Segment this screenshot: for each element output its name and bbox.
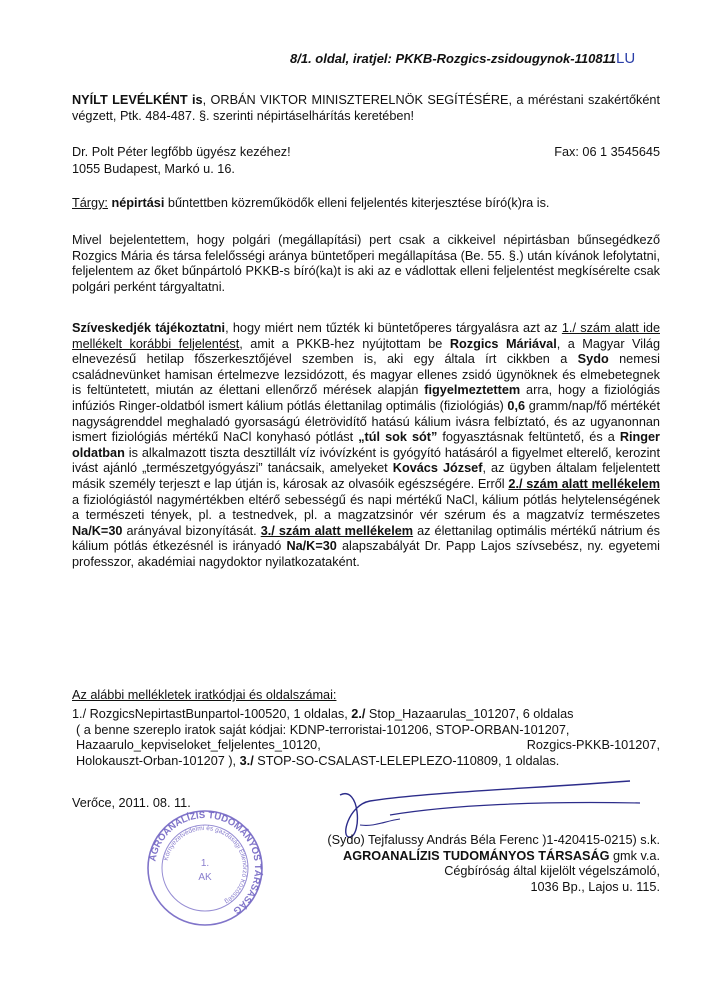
p2-s20: a fiziológiástól nagymértékben eltérő sebességű és napi mértékű NaCl, kálium pótlás helytelenségének a természeti tények, pl. a testnedvek, pl. a magzatzsinór vér szérum és a magzatvíz természetes bbox=[72, 492, 660, 523]
p2-s15: Ringer oldatban bbox=[72, 430, 660, 460]
signer-name: (Sydo) Tejfalussy András Béla Ferenc )1-420415-0215) s.k. bbox=[327, 833, 660, 847]
place-date: Verőce, 2011. 08. 11. bbox=[72, 796, 191, 810]
addressee-line-1 bbox=[72, 145, 660, 161]
addressee-address: 1055 Budapest, Markó u. 16. bbox=[72, 162, 235, 176]
paragraph-1: Mivel bejelentettem, hogy polgári (megállapítási) pert csak a cikkeivel népirtásban bűnsegédkező Rozgics Mária és társa felelősségi aránya büntetőperi megállapítása (Be. 55. §.) után kívánok lefolytatni, feljelentem az őket bűnpártoló PKKB-s bíró(ka)t is aki az e vádlottak elleni feljelentést megkísérelte csak polgári perként tárgyaltatni. bbox=[72, 233, 660, 294]
company-suffix: gmk v.a. bbox=[609, 848, 660, 863]
reference-suffix: LU bbox=[616, 50, 636, 67]
p2-s12: gramm/nap/fő mértékét nagyságrenddel meghaladó gyorsaságú életrövidítő hatású kálium ivásra felbíztató, és az ugyanonnan ismert fiziológiás mértékű NaCl konyhasó pótlást bbox=[72, 398, 660, 445]
attachment-3: STOP-SO-CSALAST-LELEPLEZO-110809, 1 oldalas. bbox=[253, 753, 560, 768]
attachment-line-3 bbox=[72, 738, 660, 754]
attachment-sub-codes: ( a benne szereplo iratok saját kódjai: KDNP-terroristai-101206, STOP-ORBAN-101207, bbox=[76, 722, 570, 737]
p2-s22: arányával bizonyítását. bbox=[122, 523, 261, 538]
p2-s23: 3./ szám alatt mellékelem bbox=[260, 523, 414, 538]
p2-s17: Kovács József bbox=[392, 461, 483, 476]
attachment-2: Stop_Hazaarulas_101207, 6 oldalas bbox=[365, 707, 574, 721]
addressee-line-2 bbox=[72, 162, 660, 178]
p2-s25: Na/K=30 bbox=[286, 539, 337, 554]
svg-text:AGROANALÍZIS TUDOMÁNYOS TÁRSAS: AGROANALÍZIS TUDOMÁNYOS TÁRSASÁG bbox=[147, 809, 264, 917]
p2-s19: 2./ szám alatt mellékelem bbox=[508, 476, 660, 491]
attachment-2-num: 2./ bbox=[351, 707, 366, 721]
p2-s2: , hogy miért nem tűzték ki büntetőperes tárgyalásra azt az bbox=[225, 321, 562, 335]
svg-text:AK: AK bbox=[198, 872, 212, 883]
company-stamp bbox=[145, 808, 265, 928]
p2-s13: „túl sok sót” bbox=[358, 430, 438, 445]
open-letter-intro bbox=[72, 93, 660, 124]
p2-s16: is alkalmazott tiszta desztillált víz ivóvízként is gyógyító hatásáról a figyelmet elterelő, kerozint ivást ajánló „természetgyógyászi” tanácsaik, amelyeket bbox=[72, 445, 660, 476]
paragraph-2 bbox=[72, 321, 660, 571]
signer-address: 1036 Bp., Lajos u. 115. bbox=[530, 879, 660, 894]
attachment-3-num: 3./ bbox=[239, 753, 254, 768]
attachment-1: 1./ RozgicsNepirtastBunpartol-100520, 1 oldalas, bbox=[72, 707, 352, 721]
p2-s3: 1./ szám alatt ide mellékelt korábbi feljelentést bbox=[72, 321, 660, 351]
subject-rest: bűntettben közreműködők elleni feljelentés kiterjesztése bíró(k)ra is. bbox=[164, 196, 550, 210]
attachments-heading bbox=[72, 688, 660, 704]
open-letter-text: , ORBÁN VIKTOR MINISZTERELNÖK SEGÍTÉSÉRE, a méréstani szakértőként végzett, Ptk. 484-487. §. szerinti népirtáselhárítás keretében! bbox=[72, 93, 660, 123]
p2-s1: Szíveskedjék tájékoztatni bbox=[72, 321, 226, 335]
p2-s18: , az ügyben általam feljelentett másik személy terjeszt e lap útján is, károsak az olvasóik egészségére. Erről bbox=[72, 461, 660, 491]
p2-s10: arra, hogy a fiziológiás infúziós Ringer-oldatból ismert kálium pótlás élettanilag optimális (fiziológiás) bbox=[72, 383, 661, 413]
attachment-line-1 bbox=[72, 707, 660, 723]
svg-text:1.: 1. bbox=[200, 858, 210, 869]
attachment-code-last: Holokauszt-Orban-101207 ), bbox=[76, 753, 240, 768]
signer-role: Cégbíróság által kijelölt végelszámoló, bbox=[444, 864, 660, 879]
subject-line bbox=[72, 196, 660, 212]
reference-text: 8/1. oldal, iratjel: PKKB-Rozgics-zsidougynok-110811 bbox=[290, 51, 617, 66]
attachment-line-4 bbox=[72, 754, 660, 770]
attachments-heading-text: Az alábbi mellékletek iratkódjai és oldalszámai: bbox=[72, 688, 337, 702]
signature-block bbox=[270, 833, 660, 895]
attachment-code-left: Hazaarulo_kepviseloket_feljelentes_10120, bbox=[76, 738, 321, 753]
p2-s5: Rozgics Máriával bbox=[449, 336, 557, 351]
fax-number: Fax: 06 1 3545645 bbox=[554, 145, 660, 159]
subject-label: Tárgy: bbox=[72, 196, 108, 210]
p2-s6: , a Magyar Világ elnevezésű hetilap főszerkesztőjével szemben is, aki egy általa írt cikkben a bbox=[72, 336, 661, 367]
p2-s7: Sydo bbox=[577, 352, 609, 367]
signer-company bbox=[270, 849, 660, 865]
subject-bold: népirtási bbox=[111, 196, 165, 210]
open-letter-lead: NYÍLT LEVÉLKÉNT is bbox=[72, 93, 203, 107]
p2-s21: Na/K=30 bbox=[72, 523, 123, 538]
addressee-name: Dr. Polt Péter legfőbb ügyész kezéhez! bbox=[72, 145, 291, 159]
svg-text:Környezetvédelmi és gazdasági: Környezetvédelmi és gazdasági Ellenőrző Közösség bbox=[162, 824, 249, 905]
p2-s9: figyelmeztettem bbox=[424, 383, 521, 398]
p2-s11: 0,6 bbox=[507, 398, 526, 413]
p2-s14: fogyasztásnak feltüntető, és a bbox=[437, 430, 620, 445]
attachments-list bbox=[72, 707, 660, 769]
attachment-code-right: Rozgics-PKKB-101207, bbox=[526, 738, 660, 753]
p2-s26: alapszabályát Dr. Papp Lajos szívsebész, ny. egyetemi professzor, akadémiai nagydoktor nyilatkozataként. bbox=[72, 539, 660, 569]
document-reference bbox=[290, 50, 687, 67]
p2-s4: , amit a PKKB-hez nyújtottam be bbox=[239, 336, 450, 351]
p2-s24: az élettanilag optimális mértékű nátrium és kálium pótlás étkezésnél is irányadó bbox=[72, 523, 660, 554]
company-name: AGROANALÍZIS TUDOMÁNYOS TÁRSASÁG bbox=[343, 848, 610, 863]
attachment-line-2 bbox=[72, 723, 660, 739]
p2-s8: nemesi családnevünket hamisan értelmezve lezsidózott, és magyar ellenes zsidó ügynöknek és elmebetegnek is feltüntetett, miután az élettani ellenőrző mérések alapján bbox=[72, 352, 660, 398]
